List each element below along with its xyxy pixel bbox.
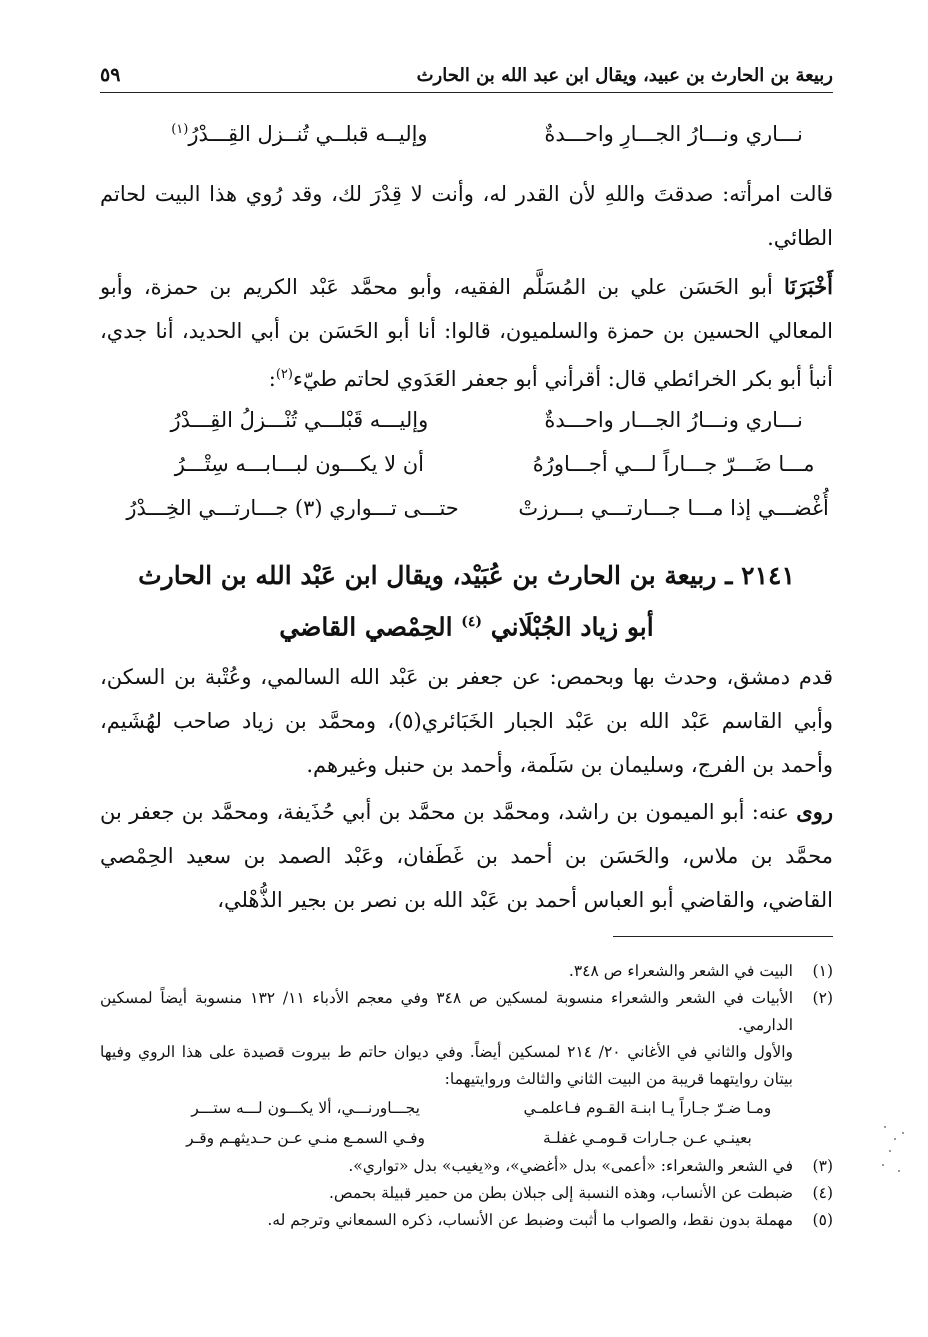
poem-verse xyxy=(140,408,833,448)
paragraph-1: قالت امرأته: صدقتَ واللهِ لأن القدر له، وأنت لا قِدْرَ لك، وقد رُوي هذا البيت لحاتم الطائي. xyxy=(100,182,833,250)
entry-title-line-2 xyxy=(100,599,833,650)
entry-title xyxy=(100,553,833,650)
footnote-text: في الشعر والشعراء: «أعمى» بدل «أغضي»، و«يغيب» بدل «تواري». xyxy=(348,1157,793,1175)
poem-verse xyxy=(126,496,833,536)
entry-title-nisba: الحِمْصي القاضي xyxy=(279,612,462,642)
paragraph-end: : xyxy=(268,367,276,391)
paragraph-2 xyxy=(100,265,833,401)
page-number: ٥٩ xyxy=(100,64,121,86)
paragraph-lead: روى xyxy=(796,799,833,824)
hemistich-b: وفـي السمـع منـي عـن حـديثهـم وقـر xyxy=(186,1129,426,1147)
entry-title-line-1: ٢١٤١ ـ ربيعة بن الحارث بن عُبَيْد، ويقال ابن عَبْد الله بن الحارث xyxy=(138,561,795,590)
footnotes xyxy=(100,958,833,1234)
scan-specks xyxy=(880,1120,920,1180)
footnote-2 xyxy=(100,985,833,1039)
footnote-text: ضبطت عن الأنساب، وهذه النسبة إلى جبلان بطن من حمير قبيلة بحمص. xyxy=(328,1184,793,1202)
footnote-3 xyxy=(100,1153,833,1180)
hemistich-a: ومـا ضـرّ جـاراً يـا ابنـة القـوم فـاعلمـي xyxy=(523,1099,772,1117)
entry-title-name: أبو زياد الجُبْلَاني xyxy=(490,612,654,642)
page-header xyxy=(100,58,833,93)
footnote-verse xyxy=(100,1093,833,1123)
hemistich-a: بعينـي عـن جـارات قـومـي غفلـة xyxy=(543,1129,752,1147)
hemistich-a: مـــا ضَـــرّ جـــاراً لـــي أجـــاورُهُ xyxy=(532,452,815,476)
verse-top xyxy=(140,122,833,162)
footnote-text: البيت في الشعر والشعراء ص ٣٤٨. xyxy=(568,962,793,980)
verse-top-hemistich-2 xyxy=(140,122,459,162)
footnote-mark: (٢) xyxy=(275,367,293,382)
hemistich-text: وإليــه قبلــي تُنــزل القِـــدْرُ xyxy=(188,122,428,146)
paragraph-4 xyxy=(100,790,833,922)
running-title: ربيعة بن الحارث بن عبيد، ويقال ابن عبد الله بن الحارث xyxy=(416,64,833,86)
footnote-number: (٤) xyxy=(812,1184,833,1202)
footnote-number: (٣) xyxy=(812,1157,833,1175)
footnote-text: الأبيات في الشعر والشعراء منسوبة لمسكين ص ٣٤٨ وفي معجم الأدباء ١١/ ١٣٢ منسوبة أيضاً لمسكين الدارمي. xyxy=(100,989,794,1034)
hemistich-b: حتـــى تـــواري (٣) جـــارتـــي الخِـــدْرُ xyxy=(126,496,459,520)
footnote-divider xyxy=(613,936,833,937)
footnote-number: (١) xyxy=(812,962,833,980)
footnote-2-continued xyxy=(100,1039,833,1093)
footnote-verse xyxy=(100,1123,833,1153)
footnote-mark: (٤) xyxy=(461,614,483,630)
footnote-4 xyxy=(100,1180,833,1207)
footnote-text: مهملة بدون نقط، والصواب ما أثبت وضبط عن الأنساب، ذكره السمعاني وترجم له. xyxy=(267,1211,793,1229)
footnote-number: (٥) xyxy=(812,1211,833,1229)
hemistich-b: أن لا يكـــون لبـــابـــه سِتْـــرُ xyxy=(174,452,424,476)
paragraph-lead: أَخْبَرَنَا xyxy=(784,274,833,299)
footnote-number: (٢) xyxy=(812,989,833,1007)
poem-verse xyxy=(140,452,833,492)
hemistich-b: وإليـــه قَبْلـــي تُنْـــزلُ القِـــدْرُ xyxy=(170,408,429,432)
footnote-5 xyxy=(100,1207,833,1234)
footnote-mark: (١) xyxy=(171,122,189,137)
paragraph-text: عنه: أبو الميمون بن راشد، ومحمَّد بن محمَّد بن أبي حُذَيفة، ومحمَّد بن جعفر بن محمَّد بن ملاس، والحَسَن بن أحمد بن غَطَفان، وعَبْد الصمد بن سعيد الحِمْصي القاضي، والقاضي أبو العباس أحمد بن عَبْد الله بن نصر بن بجير الذُّهْلي، xyxy=(100,800,833,912)
hemistich-a: نـــاري ونـــارُ الجـــار واحـــدةٌ xyxy=(544,408,803,432)
hemistich-a: أُغْضـــي إذا مـــا جـــارتـــي بـــرزتْ xyxy=(518,496,829,520)
footnote-text: والأول والثاني في الأغاني ٢٠/ ٢١٤ لمسكين أيضاً. وفي ديوان حاتم ط بيروت قصيدة على هذا الروي وفيها بيتان روايتهما قريبة من البيت الثاني والثالث وروايتيهما: xyxy=(100,1043,793,1088)
footnote-1 xyxy=(100,958,833,985)
verse-top-hemistich-1: نـــاري ونـــارُ الجـــارِ واحـــدةٌ xyxy=(544,122,803,146)
paragraph-text: أبو الحَسَن علي بن المُسَلَّم الفقيه، وأبو محمَّد عَبْد الكريم بن حمزة، وأبو المعالي الحسين بن حمزة والسلميون، قالوا: أنا أبو الحَسَن بن أبي الحديد، أنا جدي، أنبأ أبو بكر الخرائطي قال: أقرأني أبو جعفر العَدَوي لحاتم طيّء xyxy=(100,275,833,391)
paragraph-3: قدم دمشق، وحدث بها وبحمص: عن جعفر بن عَبْد الله السالمي، وعُتْبة بن السكن، وأبي القاسم عَبْد الله بن عَبْد الجبار الخَبَائري(٥)، ومحمَّد بن زياد صاحب لهُشَيم، وأحمد بن الفرج، وسليمان بن سَلَمة، وأحمد بن حنبل وغيرهم. xyxy=(100,665,833,777)
hemistich-b: يجـــاورنـــي، ألا يكـــون لـــه ستـــر xyxy=(191,1099,420,1117)
